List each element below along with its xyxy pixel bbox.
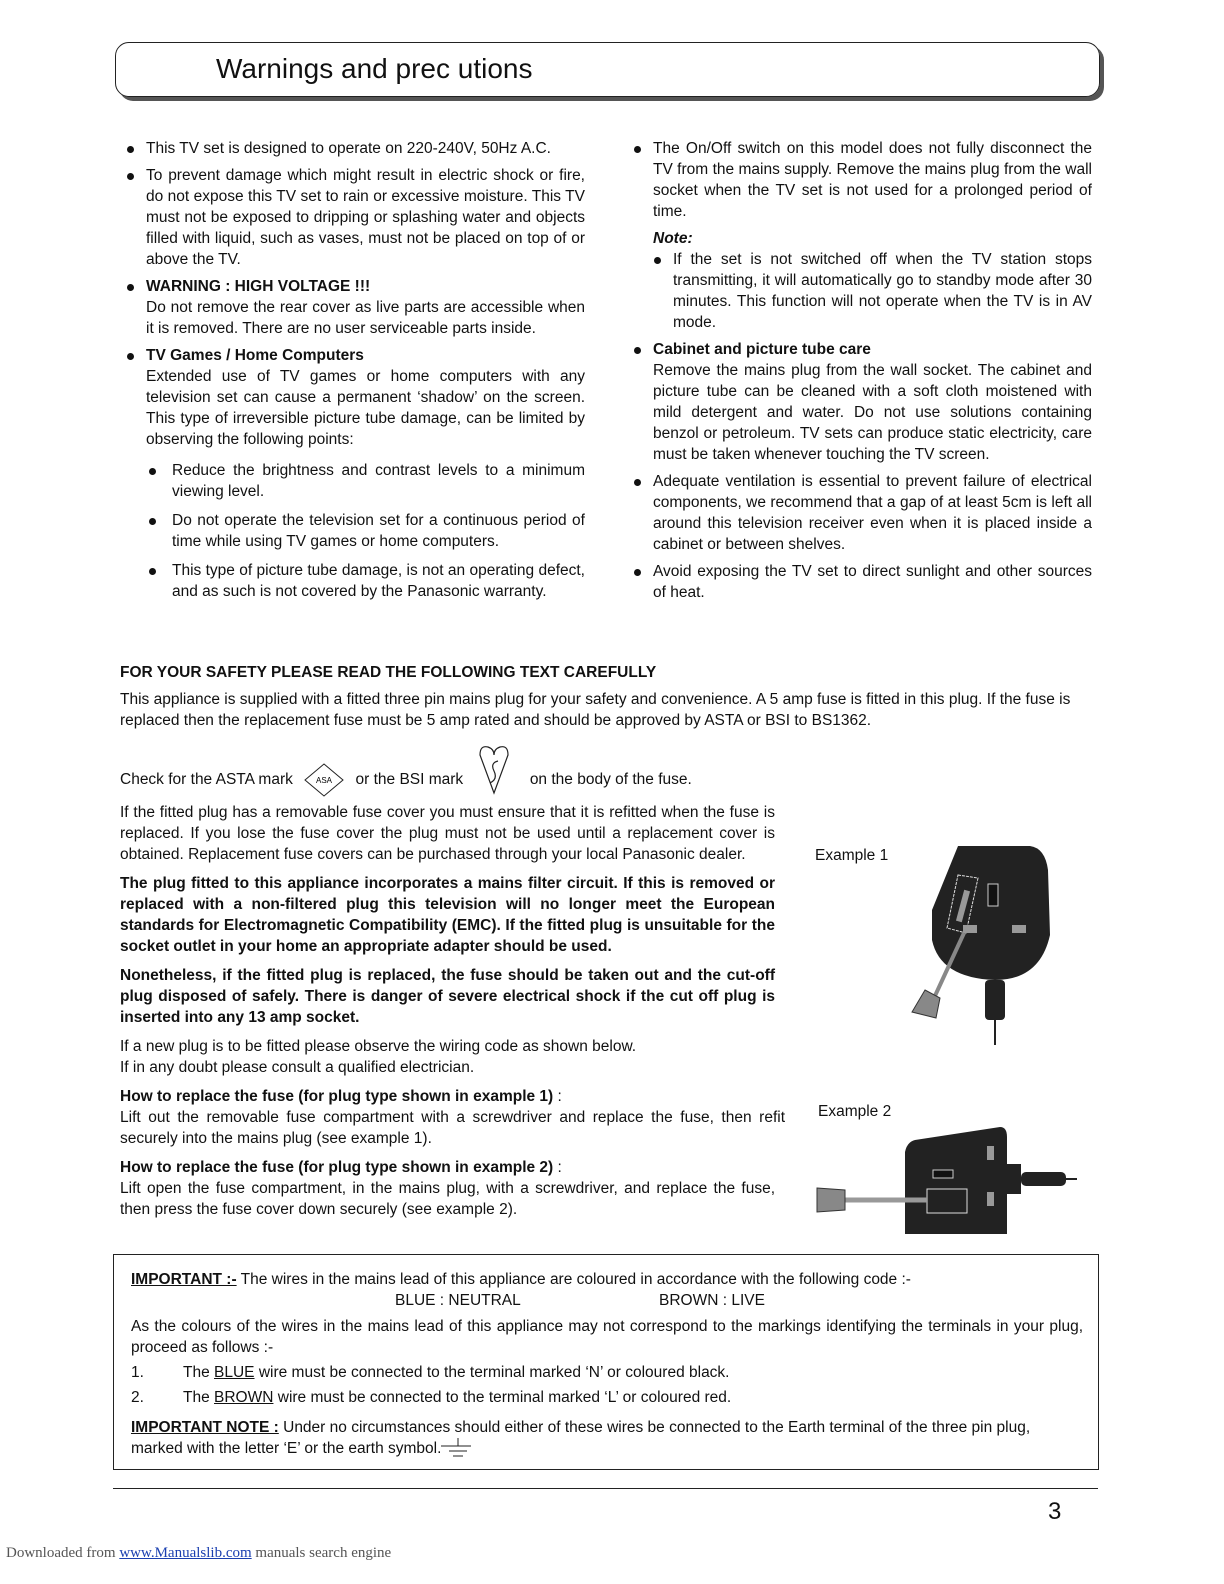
- bullet-on-off: The On/Off switch on this model does not fully disconnect the TV from the mains supply. Remove the mains plug from the wall socket when the TV set is not used for a prolonged period of time.: [627, 138, 1092, 222]
- manualslib-link[interactable]: www.Manualslib.com: [119, 1545, 252, 1561]
- important-note-text: Under no circumstances should either of these wires be connected to the Earth terminal of the three pin plug, marked with the letter ‘E’ or the earth symbol.: [131, 1419, 1031, 1458]
- check-line: [120, 762, 692, 798]
- bullet-sunlight: Avoid exposing the TV set to direct sunlight and other sources of heat.: [627, 561, 1092, 603]
- filter-circuit-paragraph: The plug fitted to this appliance incorporates a mains filter circuit. If this is removed or replaced with a non-filtered plug this television will no longer meet the European standards for Electromagnetic Compatibility (EMC). If the fitted plug is unsuitable for the socket outlet in your home an appropriate adapter should be used.: [120, 875, 775, 955]
- colon: :: [553, 1088, 562, 1105]
- electrician-text: If in any doubt please consult a qualified electrician.: [120, 1059, 475, 1076]
- bullet-tv-games: [120, 345, 585, 450]
- sub-bullet-1: Reduce the brightness and contrast levels to a minimum viewing level.: [120, 460, 585, 502]
- example2-heading: How to replace the fuse (for plug type shown in example 2): [120, 1159, 554, 1176]
- important-note-label: IMPORTANT NOTE :: [131, 1419, 279, 1436]
- footer-text: Downloaded from: [6, 1545, 120, 1561]
- important-text: The wires in the mains lead of this appliance are coloured in accordance with the following code :-: [236, 1271, 911, 1288]
- bullet-moisture: To prevent damage which might result in electric shock or fire, do not expose this TV set to rain or excessive moisture. This TV must not be exposed to dripping or splashing water and objects filled with liquid, such as vases, must not be placed on top of or above the TV.: [120, 165, 585, 270]
- sub-bullet-3: This type of picture tube damage, is not an operating defect, and as such is not covered by the Panasonic warranty.: [120, 560, 585, 602]
- plug-example2-illustration: [815, 1122, 1080, 1234]
- heading: TV Games / Home Computers: [146, 347, 364, 364]
- check-text-1: Check for the ASTA mark: [120, 771, 293, 789]
- wire-blue: BLUE : NEUTRAL: [395, 1292, 521, 1309]
- safety-heading: FOR YOUR SAFETY PLEASE READ THE FOLLOWING TEXT CAREFULLY: [120, 664, 657, 681]
- bullet-ventilation: Adequate ventilation is essential to prevent failure of electrical components, we recommend that a gap of at least 5cm is left all around this television receiver even when it is placed inside a cabinet or between shelves.: [627, 471, 1092, 555]
- example1-text: Lift out the removable fuse compartment with a screwdriver and replace the fuse, then refit securely into the mains plug (see example 1).: [120, 1109, 785, 1147]
- download-footer: [6, 1543, 391, 1564]
- brown-underlined: BROWN: [214, 1389, 274, 1406]
- important-box: [113, 1254, 1099, 1470]
- item-text: The: [183, 1389, 215, 1406]
- note-standby: If the set is not switched off when the TV station stops transmitting, it will automatically go to standby mode after 30 minutes. This function will not operate when the TV is in AV mode.: [627, 249, 1092, 333]
- colon: :: [553, 1159, 562, 1176]
- footer-divider: [113, 1488, 1098, 1489]
- important-label: IMPORTANT :-: [131, 1271, 237, 1288]
- heading: Cabinet and picture tube care: [653, 341, 871, 358]
- bullet-high-voltage: [120, 276, 585, 339]
- text: Remove the mains plug from the wall socket. The cabinet and picture tube can be cleaned with a soft cloth moistened with mild detergent and water. Do not use solutions containing benzol or petroleum. TV sets can produce static electricity, care must be taken whenever touching the TV screen.: [653, 362, 1092, 463]
- svg-text:ASA: ASA: [316, 776, 333, 785]
- wiring-code-text: If a new plug is to be fitted please observe the wiring code as shown below.: [120, 1038, 637, 1055]
- item-text: wire must be connected to the terminal marked ‘N’ or coloured black.: [254, 1364, 730, 1381]
- item-text: The: [183, 1364, 215, 1381]
- example2-label: Example 2: [818, 1103, 892, 1120]
- bullet-voltage: This TV set is designed to operate on 220-240V, 50Hz A.C.: [120, 138, 585, 159]
- item-number: 2.: [131, 1389, 144, 1406]
- item-number: 1.: [131, 1364, 144, 1381]
- cut-off-plug-paragraph: Nonetheless, if the fitted plug is replaced, the fuse should be taken out and the cut-off plug disposed of safely. There is danger of severe electrical shock if the cut off plug is inserted into any 13 amp socket.: [120, 967, 775, 1026]
- fuse-cover-paragraph: If the fitted plug has a removable fuse cover you must ensure that it is refitted when the fuse is replaced. If you lose the fuse cover the plug must not be used until a replacement cover is obtained. Replacement fuse covers can be purchased through your local Panasonic dealer.: [120, 804, 775, 863]
- title-box: [115, 42, 1100, 97]
- note-label: Note:: [653, 230, 693, 247]
- safety-body: [120, 802, 785, 1228]
- asta-mark-icon: [303, 762, 345, 798]
- text: Extended use of TV games or home computers with any television set can cause a permanent ‘shadow’ on the screen. This type of irreversible picture tube damage, can be limited by observing the following points:: [146, 368, 585, 448]
- left-column: [120, 138, 585, 610]
- example1-heading: How to replace the fuse (for plug type shown in example 1): [120, 1088, 554, 1105]
- check-text-3: on the body of the fuse.: [529, 771, 692, 789]
- blue-underlined: BLUE: [214, 1364, 255, 1381]
- page-number: 3: [1048, 1498, 1062, 1525]
- right-column: [627, 138, 1092, 609]
- text: Do not remove the rear cover as live parts are accessible when it is removed. There are no user serviceable parts inside.: [146, 299, 585, 337]
- earth-symbol-icon: [441, 1438, 475, 1460]
- safety-intro: This appliance is supplied with a fitted three pin mains plug for your safety and convenience. A 5 amp fuse is fitted in this plug. If the fuse is replaced then the replacement fuse must be 5 amp rated and should be approved by ASTA or BSI to BS1362.: [120, 691, 1071, 729]
- bullet-cabinet: [627, 339, 1092, 465]
- plug-example1-illustration: [900, 840, 1060, 1050]
- colours-paragraph: As the colours of the wires in the mains lead of this appliance may not correspond to the markings identifying the terminals in your plug, proceed as follows :-: [131, 1318, 1083, 1356]
- wire-brown: BROWN : LIVE: [659, 1292, 765, 1309]
- example2-text: Lift open the fuse compartment, in the mains plug, with a screwdriver, and replace the fuse, then press the fuse cover down securely (see example 2).: [120, 1180, 775, 1218]
- example1-label: Example 1: [815, 847, 889, 864]
- footer-text: manuals search engine: [251, 1545, 392, 1561]
- heading: WARNING : HIGH VOLTAGE !!!: [146, 278, 371, 295]
- item-text: wire must be connected to the terminal marked ‘L’ or coloured red.: [273, 1389, 732, 1406]
- check-text-2: or the BSI mark: [355, 771, 464, 789]
- page-title: Warnings and prec utions: [216, 53, 533, 84]
- bsi-kitemark-icon: [476, 743, 512, 797]
- sub-bullet-2: Do not operate the television set for a continuous period of time while using TV games or home computers.: [120, 510, 585, 552]
